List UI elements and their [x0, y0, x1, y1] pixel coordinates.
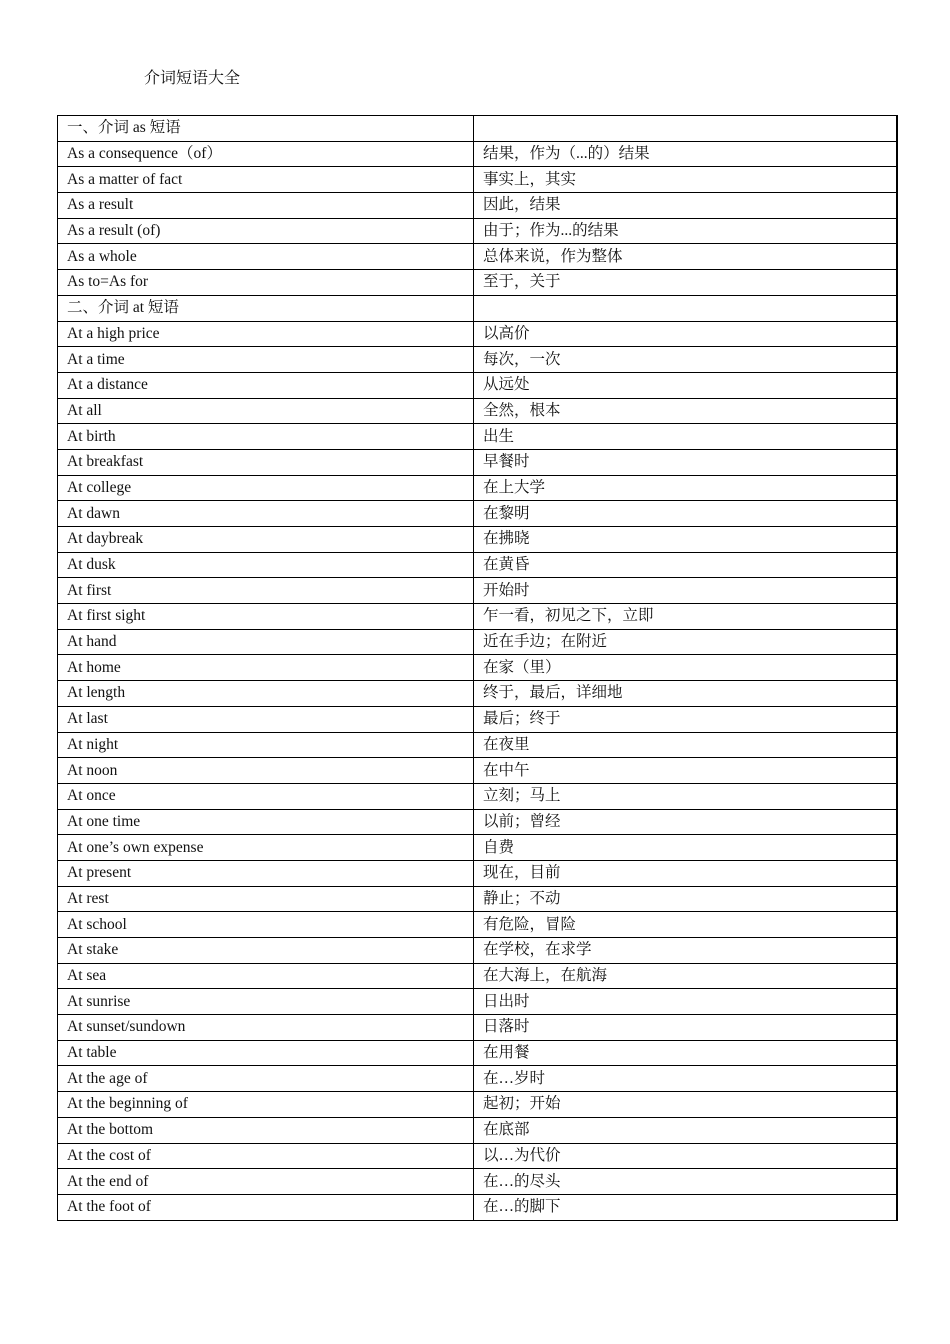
phrase-chinese-cell: 自费: [474, 835, 897, 861]
phrase-chinese-cell: 在拂晓: [474, 527, 897, 553]
phrase-english-cell: At the beginning of: [58, 1092, 474, 1118]
table-row: [58, 604, 897, 630]
phrase-english-cell: 一、介词 as 短语: [58, 116, 474, 142]
table-row: [58, 706, 897, 732]
phrase-chinese-cell: 在…的脚下: [474, 1194, 897, 1220]
table-row: [58, 963, 897, 989]
phrase-english-cell: At once: [58, 783, 474, 809]
phrase-chinese-cell: 日落时: [474, 1015, 897, 1041]
phrase-chinese-cell: 由于；作为...的结果: [474, 218, 897, 244]
phrase-table-container: [57, 115, 898, 1221]
phrase-table: [57, 115, 897, 1221]
phrase-english-cell: At present: [58, 860, 474, 886]
phrase-chinese-cell: 在家（里）: [474, 655, 897, 681]
document-title: 介词短语大全: [144, 70, 241, 87]
phrase-chinese-cell: [474, 295, 897, 321]
phrase-chinese-cell: 以…为代价: [474, 1143, 897, 1169]
phrase-chinese-cell: 在…岁时: [474, 1066, 897, 1092]
phrase-english-cell: At breakfast: [58, 449, 474, 475]
table-row: [58, 501, 897, 527]
phrase-chinese-cell: 结果，作为（...的）结果: [474, 141, 897, 167]
phrase-english-cell: At noon: [58, 758, 474, 784]
phrase-english-cell: At school: [58, 912, 474, 938]
table-row: [58, 938, 897, 964]
phrase-english-cell: As a whole: [58, 244, 474, 270]
phrase-chinese-cell: 至于，关于: [474, 270, 897, 296]
table-row: [58, 912, 897, 938]
phrase-english-cell: At one’s own expense: [58, 835, 474, 861]
phrase-english-cell: At hand: [58, 629, 474, 655]
phrase-english-cell: At a distance: [58, 372, 474, 398]
phrase-english-cell: At last: [58, 706, 474, 732]
table-row: [58, 1117, 897, 1143]
phrase-chinese-cell: 因此，结果: [474, 193, 897, 219]
table-row: [58, 1143, 897, 1169]
phrase-english-cell: At the foot of: [58, 1194, 474, 1220]
phrase-chinese-cell: 终于，最后，详细地: [474, 681, 897, 707]
phrase-english-cell: At the age of: [58, 1066, 474, 1092]
phrase-english-cell: At college: [58, 475, 474, 501]
table-row: [58, 116, 897, 142]
phrase-english-cell: At one time: [58, 809, 474, 835]
phrase-english-cell: At first: [58, 578, 474, 604]
phrase-chinese-cell: 在上大学: [474, 475, 897, 501]
phrase-chinese-cell: [474, 116, 897, 142]
phrase-chinese-cell: 每次，一次: [474, 347, 897, 373]
phrase-english-cell: At a high price: [58, 321, 474, 347]
table-row: [58, 321, 897, 347]
table-row: [58, 989, 897, 1015]
table-row: [58, 218, 897, 244]
phrase-chinese-cell: 从远处: [474, 372, 897, 398]
table-row: [58, 1194, 897, 1220]
phrase-chinese-cell: 出生: [474, 424, 897, 450]
table-row: [58, 860, 897, 886]
phrase-table-body: [58, 116, 897, 1221]
table-row: [58, 1169, 897, 1195]
table-row: [58, 681, 897, 707]
phrase-chinese-cell: 静止；不动: [474, 886, 897, 912]
phrase-english-cell: At dawn: [58, 501, 474, 527]
phrase-english-cell: At the cost of: [58, 1143, 474, 1169]
phrase-chinese-cell: 开始时: [474, 578, 897, 604]
table-row: [58, 758, 897, 784]
phrase-english-cell: At rest: [58, 886, 474, 912]
table-row: [58, 347, 897, 373]
table-row: [58, 295, 897, 321]
table-row: [58, 578, 897, 604]
phrase-english-cell: At the end of: [58, 1169, 474, 1195]
table-row: [58, 783, 897, 809]
phrase-chinese-cell: 在夜里: [474, 732, 897, 758]
phrase-chinese-cell: 日出时: [474, 989, 897, 1015]
phrase-english-cell: As a consequence（of）: [58, 141, 474, 167]
phrase-english-cell: At dusk: [58, 552, 474, 578]
phrase-english-cell: As a result: [58, 193, 474, 219]
table-row: [58, 1015, 897, 1041]
phrase-chinese-cell: 在黎明: [474, 501, 897, 527]
table-row: [58, 732, 897, 758]
table-row: [58, 655, 897, 681]
phrase-english-cell: At a time: [58, 347, 474, 373]
phrase-english-cell: At sea: [58, 963, 474, 989]
table-row: [58, 527, 897, 553]
phrase-chinese-cell: 在中午: [474, 758, 897, 784]
table-row: [58, 1066, 897, 1092]
table-row: [58, 629, 897, 655]
table-row: [58, 244, 897, 270]
phrase-chinese-cell: 在学校，在求学: [474, 938, 897, 964]
phrase-english-cell: At stake: [58, 938, 474, 964]
phrase-chinese-cell: 乍一看，初见之下，立即: [474, 604, 897, 630]
table-row: [58, 1092, 897, 1118]
phrase-english-cell: At home: [58, 655, 474, 681]
phrase-english-cell: At length: [58, 681, 474, 707]
phrase-chinese-cell: 全然，根本: [474, 398, 897, 424]
phrase-chinese-cell: 以前；曾经: [474, 809, 897, 835]
phrase-chinese-cell: 在…的尽头: [474, 1169, 897, 1195]
phrase-chinese-cell: 早餐时: [474, 449, 897, 475]
phrase-chinese-cell: 现在，目前: [474, 860, 897, 886]
phrase-chinese-cell: 在大海上，在航海: [474, 963, 897, 989]
phrase-english-cell: As a result (of): [58, 218, 474, 244]
table-row: [58, 886, 897, 912]
table-row: [58, 270, 897, 296]
phrase-chinese-cell: 事实上，其实: [474, 167, 897, 193]
phrase-english-cell: At night: [58, 732, 474, 758]
table-row: [58, 552, 897, 578]
phrase-english-cell: At first sight: [58, 604, 474, 630]
phrase-english-cell: At sunrise: [58, 989, 474, 1015]
phrase-chinese-cell: 在黄昏: [474, 552, 897, 578]
table-row: [58, 167, 897, 193]
phrase-english-cell: As to=As for: [58, 270, 474, 296]
phrase-chinese-cell: 最后；终于: [474, 706, 897, 732]
phrase-chinese-cell: 近在手边；在附近: [474, 629, 897, 655]
table-row: [58, 193, 897, 219]
phrase-chinese-cell: 在底部: [474, 1117, 897, 1143]
phrase-chinese-cell: 有危险，冒险: [474, 912, 897, 938]
table-row: [58, 809, 897, 835]
phrase-chinese-cell: 在用餐: [474, 1040, 897, 1066]
table-row: [58, 449, 897, 475]
phrase-english-cell: At the bottom: [58, 1117, 474, 1143]
phrase-english-cell: At all: [58, 398, 474, 424]
phrase-english-cell: 二、介词 at 短语: [58, 295, 474, 321]
phrase-english-cell: As a matter of fact: [58, 167, 474, 193]
phrase-english-cell: At table: [58, 1040, 474, 1066]
table-row: [58, 398, 897, 424]
phrase-chinese-cell: 以高价: [474, 321, 897, 347]
table-row: [58, 475, 897, 501]
table-row: [58, 835, 897, 861]
table-row: [58, 424, 897, 450]
phrase-chinese-cell: 立刻；马上: [474, 783, 897, 809]
phrase-english-cell: At sunset/sundown: [58, 1015, 474, 1041]
table-row: [58, 1040, 897, 1066]
phrase-chinese-cell: 起初；开始: [474, 1092, 897, 1118]
table-row: [58, 372, 897, 398]
table-row: [58, 141, 897, 167]
phrase-chinese-cell: 总体来说，作为整体: [474, 244, 897, 270]
phrase-english-cell: At daybreak: [58, 527, 474, 553]
phrase-english-cell: At birth: [58, 424, 474, 450]
